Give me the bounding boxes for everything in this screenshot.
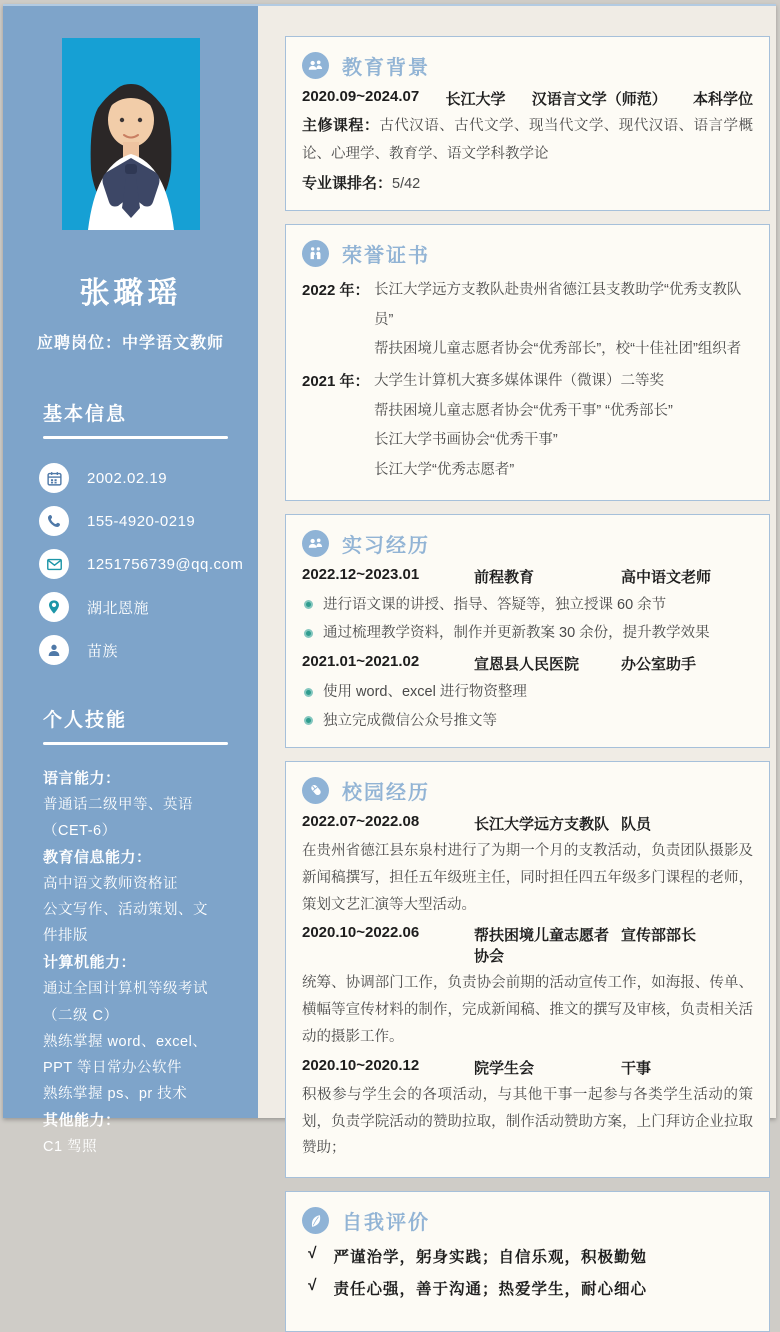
- location-value: 湖北恩施: [87, 599, 150, 617]
- skill-line: 其他能力：: [43, 1111, 121, 1129]
- education-header: [302, 51, 753, 80]
- honor-lines: [374, 276, 753, 365]
- job-bullet: [302, 707, 753, 735]
- internship-job-header: [302, 566, 753, 587]
- phone-item: [39, 506, 258, 536]
- bullet-dot-icon: [304, 688, 313, 697]
- leaf-icon: [302, 1207, 329, 1234]
- campus-entry-header: [302, 1057, 753, 1078]
- evaluation-header: [302, 1206, 753, 1235]
- skill-line: 熟练掌握 word、excel、PPT 等日常办公软件: [43, 1033, 208, 1076]
- bullet-text: 独立完成微信公众号推文等: [323, 712, 497, 729]
- entry-role: 队员: [621, 815, 652, 833]
- campus-header: [302, 776, 753, 805]
- honor-year: 2021 年：: [302, 372, 370, 390]
- two-people-icon: [302, 240, 329, 267]
- education-rank: [302, 169, 753, 198]
- honor-year: 2022 年：: [302, 281, 370, 299]
- honor-line: 长江大学书画协会“优秀干事”: [374, 432, 558, 449]
- job-role: 高中语文老师: [621, 568, 712, 586]
- honor-line: 帮扶困境儿童志愿者协会“优秀干事” “优秀部长”: [374, 402, 673, 419]
- bullet-text: 进行语文课的讲授、指导、答疑等，独立授课 60 余节: [323, 596, 667, 613]
- phone-icon: [39, 506, 69, 536]
- entry-date: 2020.10~2022.06: [302, 924, 420, 942]
- honor-lines: [374, 367, 673, 486]
- entry-description: 统筹、协调部门工作，负责协会前期的活动宣传工作，如海报、传单、横幅等宣传材料的制作，完成新闻稿、推文的撰写及审核，负责相关活动的摄影工作。: [302, 975, 753, 1045]
- education-date: 2020.09~2024.07: [302, 88, 420, 105]
- internship-title: 实习经历: [342, 534, 430, 557]
- skills-title: 个人技能: [43, 710, 128, 731]
- skill-line: 通过全国计算机等级考试（二级 C）: [43, 981, 208, 1024]
- honor-line: 大学生计算机大赛多媒体课件（微课）二等奖: [374, 372, 664, 389]
- courses-text: 古代汉语、古代文学、现当代文学、现代汉语、语言学概论、心理学、教育学、语文学科教学论: [302, 118, 753, 163]
- skill-line: 计算机能力：: [43, 954, 137, 972]
- skill-line: 普通话二级甲等、英语（CET-6）: [43, 797, 193, 840]
- rank-label: 专业课排名：: [302, 174, 393, 192]
- honor-entry: [302, 367, 753, 486]
- entry-date: 2022.07~2022.08: [302, 812, 420, 830]
- bullet-dot-icon: [304, 629, 313, 638]
- honor-line: 帮扶困境儿童志愿者协会“优秀部长”，校“十佳社团”组织者: [374, 341, 742, 358]
- team-icon: [302, 530, 329, 557]
- ethnicity-value: 苗族: [87, 642, 119, 660]
- job-bullet: [302, 619, 753, 647]
- education-school: 长江大学: [445, 91, 506, 108]
- bullet-dot-icon: [304, 716, 313, 725]
- bullet-text: 通过梳理教学资料，制作并更新教案 30 余份，提升教学效果: [323, 625, 710, 642]
- applied-position: 应聘岗位：中学语文教师: [36, 335, 224, 352]
- basic-info-divider: [43, 436, 228, 439]
- location-icon: [39, 592, 69, 622]
- job-date: 2022.12~2023.01: [302, 565, 420, 583]
- education-major: 汉语言文学（师范）: [531, 91, 667, 108]
- sidebar: [3, 6, 258, 1155]
- entry-org: 院学生会: [474, 1059, 535, 1077]
- birthday-item: [39, 463, 258, 493]
- location-item: [39, 592, 258, 622]
- ethnicity-item: [39, 635, 258, 665]
- section-honors: [285, 224, 770, 501]
- campus-title: 校园经历: [342, 781, 430, 804]
- bullet-dot-icon: [304, 600, 313, 609]
- calendar-icon: [39, 463, 69, 493]
- evaluation-item: [308, 1277, 753, 1299]
- email-value: 1251756739@qq.com: [87, 555, 244, 573]
- education-degree: 本科学位: [692, 91, 753, 108]
- check-icon: √: [308, 1277, 318, 1295]
- section-education: [285, 36, 770, 211]
- job-bullet: [302, 591, 753, 619]
- candidate-name: 张璐瑶: [79, 277, 182, 310]
- entry-role: 宣传部部长: [621, 927, 697, 945]
- resume-page: [3, 4, 776, 1299]
- basic-info-list: [39, 463, 258, 665]
- evaluation-text: 责任心强，善于沟通；热爱学生，耐心细心: [333, 1281, 648, 1299]
- entry-role: 干事: [621, 1059, 652, 1077]
- honors-header: [302, 239, 753, 268]
- education-degree-row: [302, 88, 753, 109]
- job-bullet: [302, 678, 753, 706]
- education-courses: [302, 111, 753, 169]
- entry-org: 帮扶困境儿童志愿者协会: [474, 927, 610, 966]
- honor-line: 长江大学“优秀志愿者”: [374, 462, 515, 479]
- birthday-value: 2002.02.19: [87, 469, 168, 487]
- basic-info-title: 基本信息: [43, 404, 128, 425]
- evaluation-text: 严谨治学，躬身实践；自信乐观，积极勤勉: [333, 1249, 648, 1267]
- section-evaluation: [285, 1191, 770, 1332]
- courses-label: 主修课程：: [302, 117, 380, 134]
- skill-line: 语言能力：: [43, 770, 121, 787]
- person-icon: [39, 635, 69, 665]
- skill-line: 熟练掌握 ps、pr 技术: [43, 1085, 188, 1102]
- evaluation-title: 自我评价: [342, 1212, 430, 1235]
- rank-value: 5/42: [392, 175, 421, 192]
- entry-date: 2020.10~2020.12: [302, 1056, 420, 1074]
- skill-line: C1 驾照: [43, 1138, 98, 1155]
- campus-entry-header: [302, 924, 753, 966]
- honor-line: 长江大学远方支教队赴贵州省德江县支教助学“优秀支教队员”: [374, 281, 742, 328]
- phone-value: 155-4920-0219: [87, 512, 196, 530]
- check-icon: √: [308, 1245, 318, 1263]
- entry-description: 在贵州省德江县东泉村进行了为期一个月的支教活动，负责团队摄影及新闻稿撰写，担任五年级班主任，同时担任四五年级多门课程的老师，策划文艺汇演等大型活动。: [302, 842, 753, 913]
- honors-title: 荣誉证书: [342, 244, 430, 267]
- skill-line: 公文写作、活动策划、文件排版: [43, 902, 208, 945]
- job-org: 前程教育: [474, 568, 535, 586]
- skills-list: [43, 765, 222, 1160]
- skills-divider: [43, 742, 228, 745]
- id-photo: [62, 38, 200, 230]
- entry-description: 积极参与学生会的各项活动，与其他干事一起参与各类学生活动的策划，负责学院活动的赞助拉取，制作活动赞助方案，上门拜访企业拉取赞助；: [302, 1086, 753, 1157]
- email-item: [39, 549, 258, 579]
- internship-header: [302, 529, 753, 558]
- skill-line: 教育信息能力：: [43, 849, 152, 867]
- campus-entry-header: [302, 813, 753, 834]
- internship-job-header: [302, 653, 753, 674]
- education-title: 教育背景: [342, 57, 430, 79]
- mouse-icon: [302, 777, 329, 804]
- section-internship: [285, 514, 770, 748]
- entry-org: 长江大学远方支教队: [474, 815, 610, 833]
- bullet-text: 使用 word、excel 进行物资整理: [323, 684, 527, 701]
- graduates-icon: [302, 52, 329, 79]
- email-icon: [39, 549, 69, 579]
- main-column: [258, 6, 776, 1299]
- job-org: 宣恩县人民医院: [474, 656, 580, 674]
- job-role: 办公室助手: [621, 656, 697, 674]
- section-campus: [285, 761, 770, 1178]
- job-date: 2021.01~2021.02: [302, 653, 420, 671]
- skill-line: 高中语文教师资格证: [43, 876, 178, 893]
- honor-entry: [302, 276, 753, 365]
- evaluation-item: [308, 1245, 753, 1267]
